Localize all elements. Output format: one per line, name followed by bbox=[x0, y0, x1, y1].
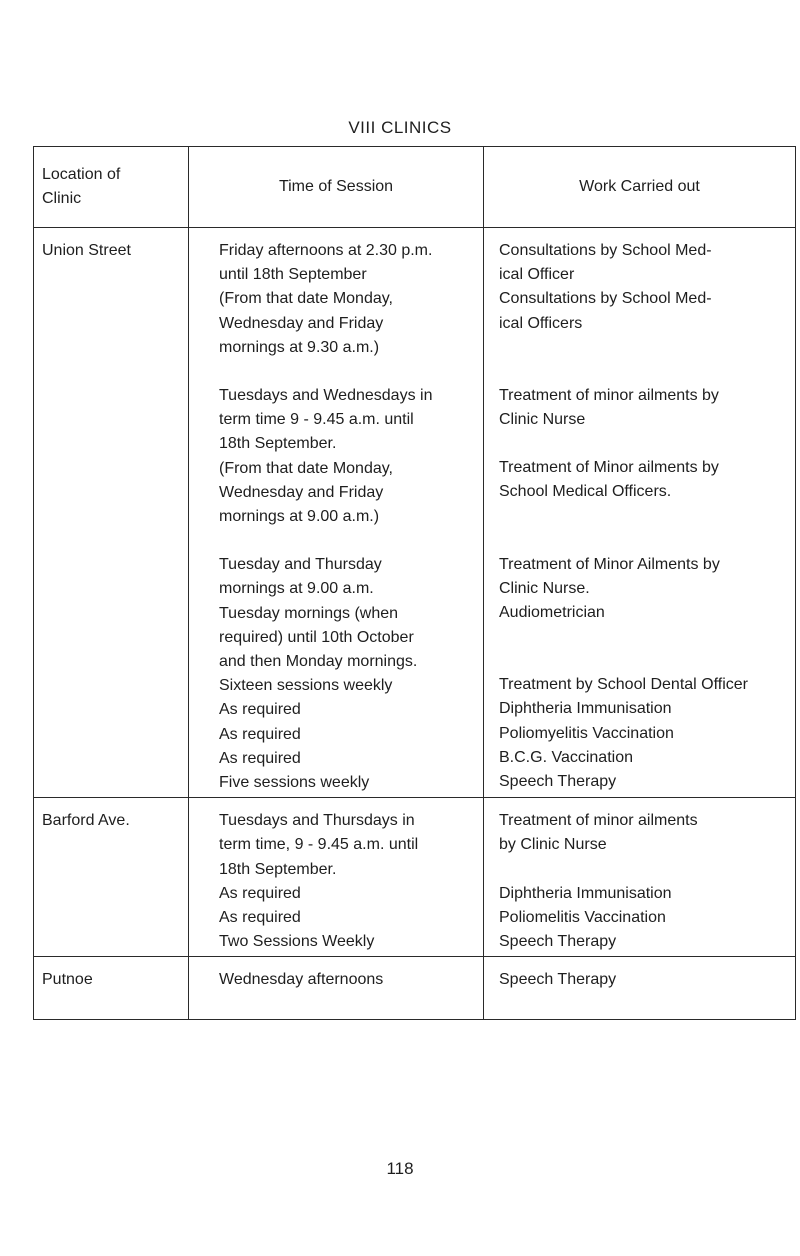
work-line: Speech Therapy bbox=[499, 773, 617, 791]
clinics-table bbox=[33, 146, 796, 1020]
clinic-location: Union Street bbox=[34, 228, 189, 798]
session-time-line: Five sessions weekly bbox=[219, 774, 370, 792]
header-time: Time of Session bbox=[189, 147, 484, 228]
line-spacer bbox=[499, 336, 795, 360]
page-title: VIII CLINICS bbox=[348, 118, 452, 137]
work-line: Speech Therapy bbox=[499, 933, 617, 951]
clinic-location: Barford Ave. bbox=[34, 798, 189, 957]
session-time-line: required) until 10th October bbox=[219, 628, 414, 646]
work-line: Consultations by School Med- bbox=[499, 290, 712, 308]
line-spacer bbox=[219, 529, 477, 553]
work-line: Clinic Nurse. bbox=[499, 579, 590, 597]
work-line: by Clinic Nurse bbox=[499, 836, 607, 854]
table-row bbox=[34, 798, 796, 957]
session-time-line: As required bbox=[219, 884, 301, 902]
clinic-location: Putnoe bbox=[34, 957, 189, 1019]
session-time-line: mornings at 9.30 a.m.) bbox=[219, 338, 380, 356]
work-carried-out-cell bbox=[484, 798, 796, 957]
session-time-line: Wednesday and Friday bbox=[219, 314, 384, 332]
session-time-line: 18th September. bbox=[219, 860, 337, 878]
line-spacer bbox=[219, 360, 477, 384]
session-time-line: (From that date Monday, bbox=[219, 290, 393, 308]
work-line: B.C.G. Vaccination bbox=[499, 748, 633, 766]
session-time-line: and then Monday mornings. bbox=[219, 653, 418, 671]
session-time-line: Tuesday mornings (when bbox=[219, 604, 399, 622]
line-spacer bbox=[499, 625, 795, 649]
session-times-cell bbox=[189, 228, 484, 798]
session-time-line: As required bbox=[219, 725, 301, 743]
session-time-line: (From that date Monday, bbox=[219, 459, 393, 477]
work-line: Audiometrician bbox=[499, 604, 605, 622]
table-row bbox=[34, 228, 796, 798]
session-time-line: Friday afternoons at 2.30 p.m. bbox=[219, 242, 433, 259]
table-row bbox=[34, 957, 796, 1019]
session-time-line: until 18th September bbox=[219, 266, 367, 284]
line-spacer bbox=[499, 432, 795, 456]
work-line: Treatment of minor ailments bbox=[499, 812, 698, 830]
work-line: School Medical Officers. bbox=[499, 483, 672, 501]
session-time-line: As required bbox=[219, 701, 301, 719]
session-time-line: mornings at 9.00 a.m.) bbox=[219, 508, 380, 526]
session-times-cell bbox=[189, 957, 484, 1019]
work-line: Poliomelitis Vaccination bbox=[499, 908, 666, 926]
session-time-line: As required bbox=[219, 749, 301, 767]
session-time-line: Wednesday afternoons bbox=[219, 971, 384, 989]
work-line: Clinic Nurse bbox=[499, 411, 586, 429]
session-time-line: As required bbox=[219, 909, 301, 927]
work-line: ical Officers bbox=[499, 314, 583, 332]
session-times-cell bbox=[189, 798, 484, 957]
header-location bbox=[34, 147, 189, 228]
header-location-line1: Location of bbox=[42, 165, 121, 183]
line-spacer bbox=[499, 529, 795, 553]
header-row bbox=[34, 147, 796, 228]
session-time-line: mornings at 9.00 a.m. bbox=[219, 580, 374, 598]
session-time-line: Wednesday and Friday bbox=[219, 483, 384, 501]
page-number: 118 bbox=[386, 1159, 414, 1178]
work-line: Diphtheria Immunisation bbox=[499, 700, 672, 718]
session-time-line: 18th September. bbox=[219, 435, 337, 453]
session-time-line: Tuesdays and Thursdays in bbox=[219, 812, 415, 830]
session-time-line: Tuesday and Thursday bbox=[219, 556, 382, 574]
work-line: Treatment of Minor ailments by bbox=[499, 459, 719, 477]
session-time-line: Two Sessions Weekly bbox=[219, 933, 375, 951]
work-carried-out-cell bbox=[484, 957, 796, 1019]
line-spacer bbox=[499, 649, 795, 673]
work-line: ical Officer bbox=[499, 266, 575, 284]
header-work: Work Carried out bbox=[484, 147, 796, 228]
line-spacer bbox=[499, 858, 795, 882]
work-line: Treatment of minor ailments by bbox=[499, 386, 719, 404]
work-line: Treatment of Minor Ailments by bbox=[499, 555, 720, 573]
work-line: Poliomyelitis Vaccination bbox=[499, 724, 674, 742]
session-time-line: term time, 9 - 9.45 a.m. until bbox=[219, 836, 419, 854]
header-location-line2: Clinic bbox=[42, 190, 82, 207]
line-spacer bbox=[499, 360, 795, 384]
session-time-line: Sixteen sessions weekly bbox=[219, 677, 393, 695]
session-time-line: term time 9 - 9.45 a.m. until bbox=[219, 411, 414, 429]
line-spacer bbox=[499, 505, 795, 529]
table-header bbox=[34, 147, 796, 228]
work-line: Treatment by School Dental Officer bbox=[499, 676, 748, 694]
work-line: Speech Therapy bbox=[499, 971, 617, 989]
work-carried-out-cell bbox=[484, 228, 796, 798]
work-line: Diphtheria Immunisation bbox=[499, 884, 672, 902]
table-body bbox=[34, 228, 796, 1020]
work-line: Consultations by School Med- bbox=[499, 242, 712, 259]
session-time-line: Tuesdays and Wednesdays in bbox=[219, 387, 433, 405]
